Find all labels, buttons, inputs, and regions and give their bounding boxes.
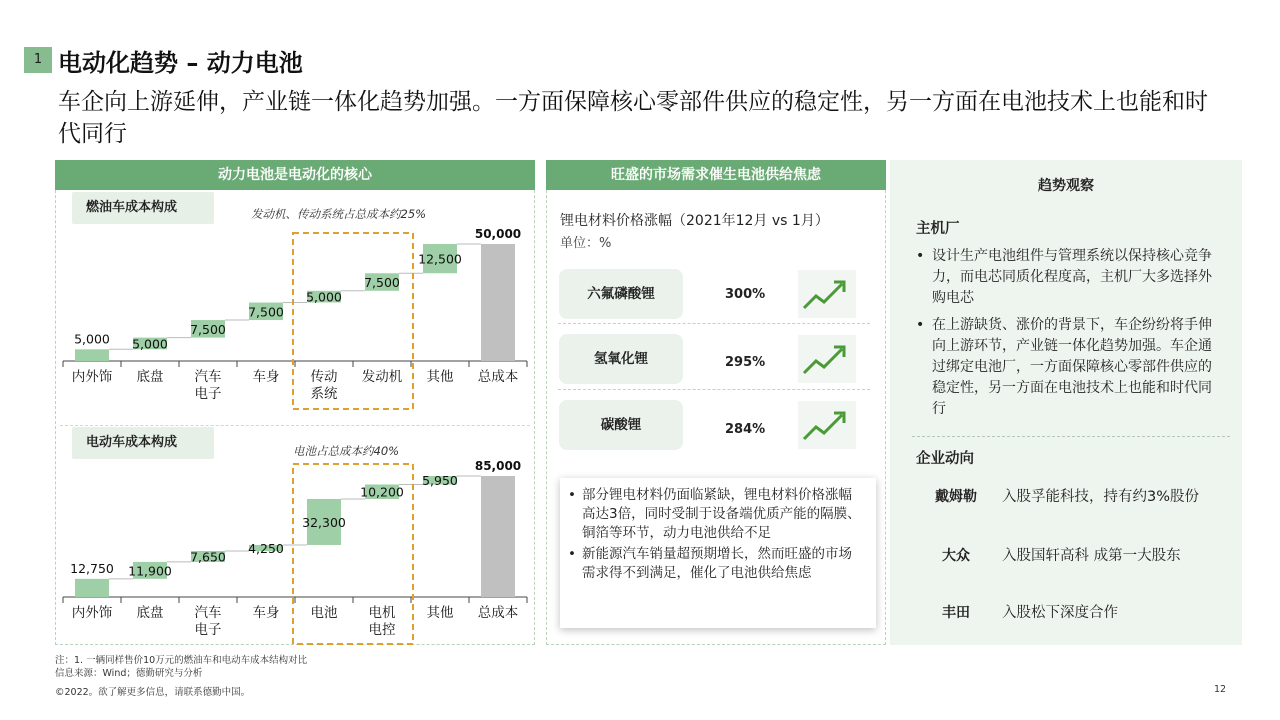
data-label: 50,000 — [474, 227, 522, 241]
material-pct: 295% — [725, 355, 766, 370]
tick-label: 电池 — [310, 605, 338, 621]
material-name: 氢氧化锂 — [559, 334, 683, 384]
tick-label: 电子 — [194, 386, 222, 402]
tick-label: 其他 — [426, 605, 454, 621]
source-note: 信息来源：Wind；德勤研究与分析 — [55, 668, 203, 679]
material-subtitle: 锂电材料价格涨幅（2021年12月 vs 1月） — [560, 213, 829, 229]
oem-bullets — [914, 246, 1214, 426]
tick-label: 汽车 — [194, 605, 222, 621]
company-desc: 入股孚能科技，持有约3%股份 — [1002, 489, 1200, 505]
ice-cost-label: 燃油车成本构成 — [72, 192, 214, 224]
data-label: 7,500 — [190, 321, 226, 337]
tick-label: 车身 — [252, 605, 280, 621]
material-name: 六氟磷酸锂 — [559, 269, 683, 319]
copyright: ©2022。欲了解更多信息，请联系德勤中国。 — [55, 687, 251, 698]
tick-label: 其他 — [426, 369, 454, 385]
page-number: 12 — [1214, 684, 1227, 695]
bullet-item: • 在上游缺货、涨价的背景下，车企纷纷将手伸向上游环节，产业链一体化趋势加强。车企通过绑定电池厂，一方面保障核心零部件供应的稳定性，另一方面在电池技术上也能和时代同行 — [914, 315, 1214, 420]
bullet-item: • 新能源汽车销量超预期增长，然而旺盛的市场需求得不到满足，催化了电池供给焦虑 — [566, 545, 864, 583]
headline: 车企向上游延伸，产业链一体化趋势加强。一方面保障核心零部件供应的稳定性，另一方面在电池技术上也能和时代同行 — [58, 89, 1208, 147]
tick-label: 总成本 — [477, 369, 519, 385]
bullet-item: • 设计生产电池组件与管理系统以保持核心竞争力，而电芯同质化程度高，主机厂大多选择外购电芯 — [914, 246, 1214, 309]
company-heading: 企业动向 — [916, 451, 974, 467]
tick-label: 电机 — [368, 605, 396, 621]
company-name: 大众 — [942, 548, 970, 564]
data-label: 5,000 — [306, 289, 342, 305]
ev-cost-note: 电池占总成本约40% — [293, 444, 400, 458]
tick-label: 电子 — [194, 622, 222, 638]
waterfall-bar — [75, 349, 109, 361]
waterfall-bar — [481, 476, 515, 597]
row-divider — [558, 389, 870, 390]
tick-label: 车身 — [252, 369, 280, 385]
tick-label: 系统 — [310, 386, 338, 402]
data-label: 7,500 — [364, 275, 400, 291]
trend-up-icon — [798, 401, 856, 449]
material-pct: 300% — [725, 287, 766, 302]
ev-cost-label: 电动车成本构成 — [72, 427, 214, 459]
company-desc: 入股国轩高科 成第一大股东 — [1002, 548, 1181, 564]
middle-panel-header: 旺盛的市场需求催生电池供给焦虑 — [546, 160, 886, 190]
material-unit: 单位：% — [560, 236, 612, 251]
data-label: 11,900 — [128, 563, 172, 579]
tick-label: 内外饰 — [71, 369, 113, 385]
data-label: 4,250 — [248, 540, 284, 556]
waterfall-bar — [75, 579, 109, 597]
data-label: 5,000 — [74, 331, 110, 347]
data-label: 7,650 — [190, 549, 226, 565]
waterfall-bar — [481, 244, 515, 361]
material-name: 碳酸锂 — [559, 400, 683, 450]
data-label: 32,300 — [302, 514, 346, 530]
tick-label: 内外饰 — [71, 605, 113, 621]
data-label: 85,000 — [474, 459, 522, 473]
material-pct: 284% — [725, 422, 766, 437]
footnote: 注：1. 一辆同样售价10万元的燃油车和电动车成本结构对比 — [55, 655, 308, 666]
company-desc: 入股松下深度合作 — [1002, 605, 1118, 621]
data-label: 12,500 — [418, 251, 462, 267]
trend-up-icon — [798, 270, 856, 318]
tick-label: 底盘 — [136, 605, 164, 621]
data-label: 5,950 — [422, 473, 458, 489]
left-panel-header: 动力电池是电动化的核心 — [55, 160, 535, 190]
section-number: 1 — [24, 47, 52, 73]
waterfall-charts — [55, 160, 535, 645]
data-label: 7,500 — [248, 304, 284, 320]
oem-heading: 主机厂 — [916, 221, 960, 237]
data-label: 12,750 — [70, 560, 114, 576]
row-divider — [558, 323, 870, 324]
right-divider — [912, 436, 1230, 437]
page-title: 电动化趋势 – 动力电池 — [58, 49, 303, 77]
tick-label: 发动机 — [361, 369, 403, 385]
data-label: 10,200 — [360, 484, 404, 500]
company-name: 戴姆勒 — [935, 489, 977, 505]
ice-cost-note: 发动机、传动系统占总成本约25% — [251, 207, 427, 221]
data-label: 5,000 — [132, 336, 168, 352]
tick-label: 底盘 — [136, 369, 164, 385]
tick-label: 传动 — [310, 369, 338, 385]
trends-title: 趋势观察 — [1038, 178, 1094, 194]
bullet-item: • 部分锂电材料仍面临紧缺，锂电材料价格涨幅高达3倍，同时受制于设备端优质产能的隔膜、铜箔等环节，动力电池供给不足 — [566, 486, 864, 543]
tick-label: 电控 — [368, 622, 396, 638]
company-name: 丰田 — [942, 605, 970, 621]
trend-up-icon — [798, 335, 856, 383]
tick-label: 汽车 — [194, 369, 222, 385]
supply-bullets — [560, 478, 876, 628]
tick-label: 总成本 — [477, 605, 519, 621]
